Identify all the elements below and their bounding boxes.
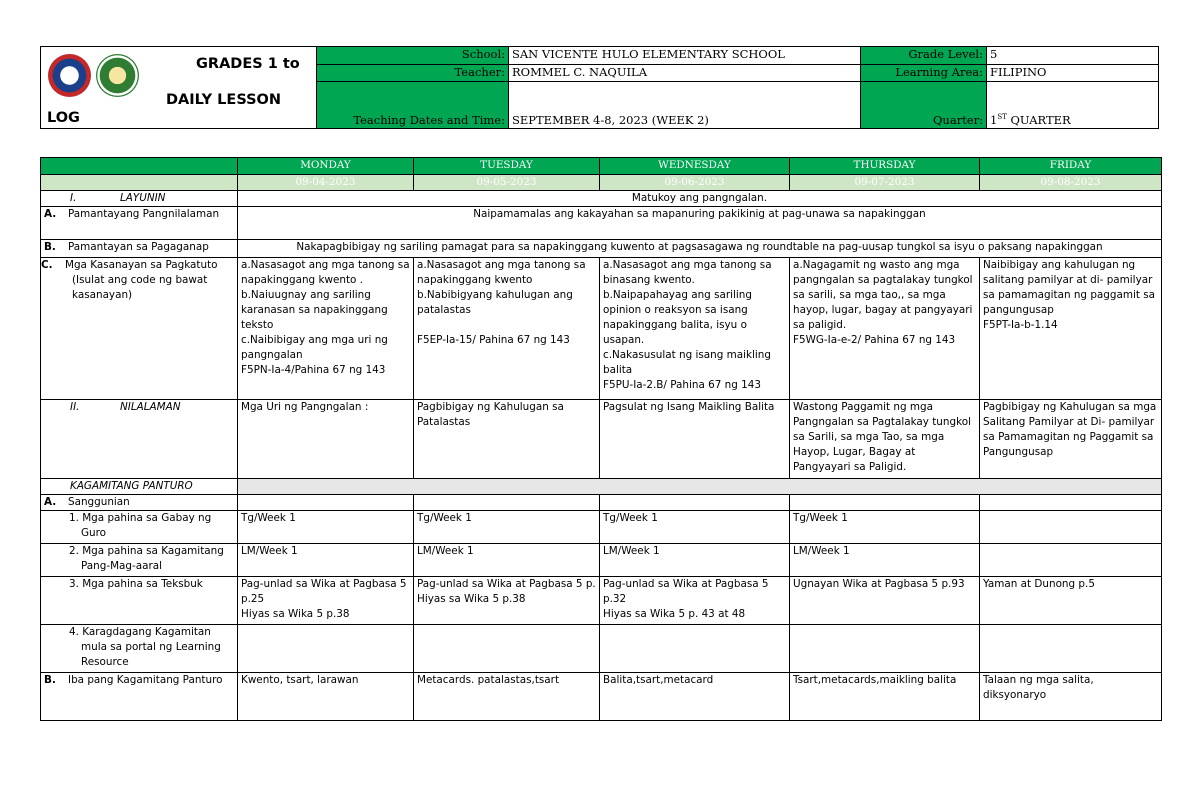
school-label: School: [317,47,509,65]
gabay-thursday: Tg/Week 1 [790,511,980,544]
day-wednesday: WEDNESDAY [600,158,790,175]
row-label: KAGAMITANG PANTURO [70,480,193,492]
teksbuk-label: 3. Mga pahina sa Teksbuk [41,577,238,625]
sanggunian-tuesday [414,495,600,511]
grade-level-label: Grade Level: [861,47,987,65]
iba-pang-label [41,673,238,721]
quarter-word: QUARTER [1006,113,1071,127]
kagamitang-mag-aaral-friday [980,544,1162,577]
sanggunian-label [41,495,238,511]
nilalaman-thursday: Wastong Paggamit ng mga Pangngalan sa Pagtalakay tungkol sa Sarili, sa mga Tao, sa mga Hayop, Lugar, Bagay at Pangyayari sa Paligid. [790,400,980,479]
kagamitang-mag-aaral-row [41,544,1162,577]
teksbuk-friday [980,577,1162,625]
school-value: SAN VICENTE HULO ELEMENTARY SCHOOL [509,47,861,65]
quarter-number: 1 [990,113,998,127]
sanggunian-wednesday [600,495,790,511]
nilalaman-wednesday: Pagsulat ng Isang Maikling Balita [600,400,790,479]
quarter-label: Quarter: [861,82,987,129]
teacher-label: Teacher: [317,65,509,82]
layunin-number: I. [70,192,77,204]
log-title: LOG [47,110,80,126]
iba-pang-friday: Talaan ng mga salita, diksyonaryo [980,673,1162,721]
iba-pang-row [41,673,1162,721]
nilalaman-row [41,400,1162,479]
kagamitan-row [41,479,1162,495]
gabay-friday [980,511,1162,544]
day-monday: MONDAY [238,158,414,175]
kagamitang-mag-aaral-thursday: LM/Week 1 [790,544,980,577]
gabay-tuesday: Tg/Week 1 [414,511,600,544]
day-friday: FRIDAY [980,158,1162,175]
teksbuk-entry: Pag-unlad sa Wika at Pagbasa 5 p. [417,578,596,590]
teksbuk-entry: Hiyas sa Wika 5 p.38 [241,608,350,620]
kagamitang-mag-aaral-label: 2. Mga pahina sa Kagamitang Pang-Mag-aaral [41,544,238,577]
date-thursday: 09-07-2023 [790,175,980,191]
gabay-label: 1. Mga pahina sa Gabay ng Guro [41,511,238,544]
pamantayan-pagganap-value: Nakapagbibigay ng sariling pamagat para sa napakinggang kuwento at pagsasagawa ng roundtable na pag-uusap tungkol sa isyu o paksang napakinggan [238,240,1162,258]
teksbuk-thursday [790,577,980,625]
header-title-cell [41,47,317,129]
date-wednesday: 09-06-2023 [600,175,790,191]
learning-area-label: Learning Area: [861,65,987,82]
kasanayan-spacer [417,318,596,333]
gabay-wednesday: Tg/Week 1 [600,511,790,544]
teksbuk-entry: Hiyas sa Wika 5 p.38 [417,593,526,605]
row-label: Pamantayan sa Pagaganap [68,241,209,253]
kasanayan-code: F5PN-Ia-4/Pahina 67 ng 143 [241,364,386,376]
iba-pang-wednesday: Balita,tsart,metacard [600,673,790,721]
teksbuk-entry: Pag-unlad sa Wika at Pagbasa 5 p.25 [241,578,407,605]
kasanayan-item: b.Naipapahayag ang sariling opinion o reaksyon sa isang napakinggang balita, isyu o usapan. [603,289,752,346]
date-tuesday: 09-05-2023 [414,175,600,191]
teksbuk-tuesday [414,577,600,625]
teksbuk-monday [238,577,414,625]
iba-pang-monday: Kwento, tsart, larawan [238,673,414,721]
pamantayang-pangnilalaman-label [41,207,238,240]
row-label: Pamantayang Pangnilalaman [68,208,220,220]
kasanayan-code: F5PU-Ia-2.B/ Pahina 67 ng 143 [603,379,761,391]
header-table [40,46,1159,129]
row-number: B. [44,674,56,686]
quarter-value [987,82,1159,129]
deped-seal-logo [48,54,91,97]
kagamitan-blank [238,479,1162,495]
sanggunian-friday [980,495,1162,511]
teacher-value: ROMMEL C. NAQUILA [509,65,861,82]
teksbuk-entry: Yaman at Dunong p.5 [983,578,1095,590]
iba-pang-thursday: Tsart,metacards,maikling balita [790,673,980,721]
date-row [41,175,1162,191]
kasanayan-label [41,258,238,400]
row-number: A. [44,208,57,220]
date-monday: 09-04-2023 [238,175,414,191]
kasanayan-thursday [790,258,980,400]
kasanayan-wednesday [600,258,790,400]
quarter-suffix: ST [997,113,1007,122]
karagdagang-monday [238,625,414,673]
kasanayan-code: F5EP-Ia-15/ Pahina 67 ng 143 [417,334,570,346]
daily-lesson-title: DAILY LESSON [166,92,282,108]
kagamitang-mag-aaral-monday: LM/Week 1 [238,544,414,577]
layunin-text: LAYUNIN [120,192,166,204]
pamantayang-pangnilalaman-value: Naipamamalas ang kakayahan sa mapanuring pakikinig at pag-unawa sa napakinggan [238,207,1162,240]
kasanayan-tuesday [414,258,600,400]
kagamitang-mag-aaral-wednesday: LM/Week 1 [600,544,790,577]
date-blank [41,175,238,191]
teksbuk-row [41,577,1162,625]
nilalaman-friday: Pagbibigay ng Kahulugan sa mga Salitang Pamilyar at Di- pamilyar sa Pamamagitan ng Paggamit sa Pangungusap [980,400,1162,479]
day-header-row [41,158,1162,175]
row-number: A. [44,496,57,508]
kasanayan-code: F5PT-Ia-b-1.14 [983,319,1058,331]
kasanayan-item: a.Nasasagot ang mga tanong sa napakinggang kwento . [241,259,410,286]
kasanayan-item: c.Naibibigay ang mga uri ng pangngalan [241,334,388,361]
karagdagang-label: 4. Karagdagang Kagamitan mula sa portal ng Learning Resource [41,625,238,673]
row-number: C. [41,259,53,271]
kasanayan-item: b.Nabibigyang kahulugan ang patalastas [417,289,573,316]
kasanayan-code: F5WG-Ia-e-2/ Pahina 67 ng 143 [793,334,956,346]
pamantayan-pagganap-label [41,240,238,258]
day-tuesday: TUESDAY [414,158,600,175]
teaching-dates-label: Teaching Dates and Time: [317,82,509,129]
kasanayan-item: a.Nasasagot ang mga tanong sa binasang kwento. [603,259,772,286]
row-number: II. [70,401,80,413]
karagdagang-row [41,625,1162,673]
row-number: B. [44,241,56,253]
grade-level-value: 5 [987,47,1159,65]
nilalaman-monday: Mga Uri ng Pangngalan : [238,400,414,479]
kasanayan-item: a.Nagagamit ng wasto ang mga pangngalan sa pagtalakay tungkol sa sarili, sa mga tao,, sa mga hayop, lugar, bagay at pangyayari sa paligid. [793,259,973,331]
teksbuk-wednesday [600,577,790,625]
karagdagang-tuesday [414,625,600,673]
day-header-blank [41,158,238,175]
kasanayan-row [41,258,1162,400]
lesson-table [40,157,1162,721]
sanggunian-monday [238,495,414,511]
kasanayan-item: b.Naiuugnay ang sariling karanasan sa napakinggang teksto [241,289,388,331]
nilalaman-tuesday: Pagbibigay ng Kahulugan sa Patalastas [414,400,600,479]
kasanayan-item: c.Nakasusulat ng isang maikling balita [603,349,771,376]
kasanayan-friday [980,258,1162,400]
kasanayan-monday [238,258,414,400]
division-seal-logo [96,54,139,97]
karagdagang-thursday [790,625,980,673]
kagamitang-mag-aaral-tuesday: LM/Week 1 [414,544,600,577]
layunin-label [41,191,238,207]
kasanayan-item: a.Nasasagot ang mga tanong sa napakinggang kwento [417,259,586,286]
iba-pang-tuesday: Metacards. patalastas,tsart [414,673,600,721]
row-label: Sanggunian [68,496,130,508]
gabay-monday: Tg/Week 1 [238,511,414,544]
day-thursday: THURSDAY [790,158,980,175]
layunin-value: Matukoy ang pangngalan. [238,191,1162,207]
gabay-row [41,511,1162,544]
sanggunian-thursday [790,495,980,511]
teksbuk-entry: Pag-unlad sa Wika at Pagbasa 5 p.32 [603,578,769,605]
kasanayan-item: Naibibigay ang kahulugan ng salitang pamilyar at di- pamilyar sa pamamagitan ng paggamit sa pangungusap [983,259,1156,316]
row-label: NILALAMAN [120,401,181,413]
sanggunian-row [41,495,1162,511]
teksbuk-entry: Hiyas sa Wika 5 p. 43 at 48 [603,608,746,620]
teaching-dates-value: SEPTEMBER 4-8, 2023 (WEEK 2) [509,82,861,129]
kagamitan-label [41,479,238,495]
teksbuk-entry: Ugnayan Wika at Pagbasa 5 p.93 [793,578,965,590]
pamantayan-pagganap-row [41,240,1162,258]
grades-title: GRADES 1 to [196,56,300,72]
learning-area-value: FILIPINO [987,65,1159,82]
row-label: Mga Kasanayan sa Pagkatuto (Isulat ang code ng bawat kasanayan) [65,259,218,301]
row-label: Iba pang Kagamitang Panturo [68,674,223,686]
karagdagang-wednesday [600,625,790,673]
layunin-row [41,191,1162,207]
pamantayang-pangnilalaman-row [41,207,1162,240]
nilalaman-label [41,400,238,479]
karagdagang-friday [980,625,1162,673]
date-friday: 09-08-2023 [980,175,1162,191]
